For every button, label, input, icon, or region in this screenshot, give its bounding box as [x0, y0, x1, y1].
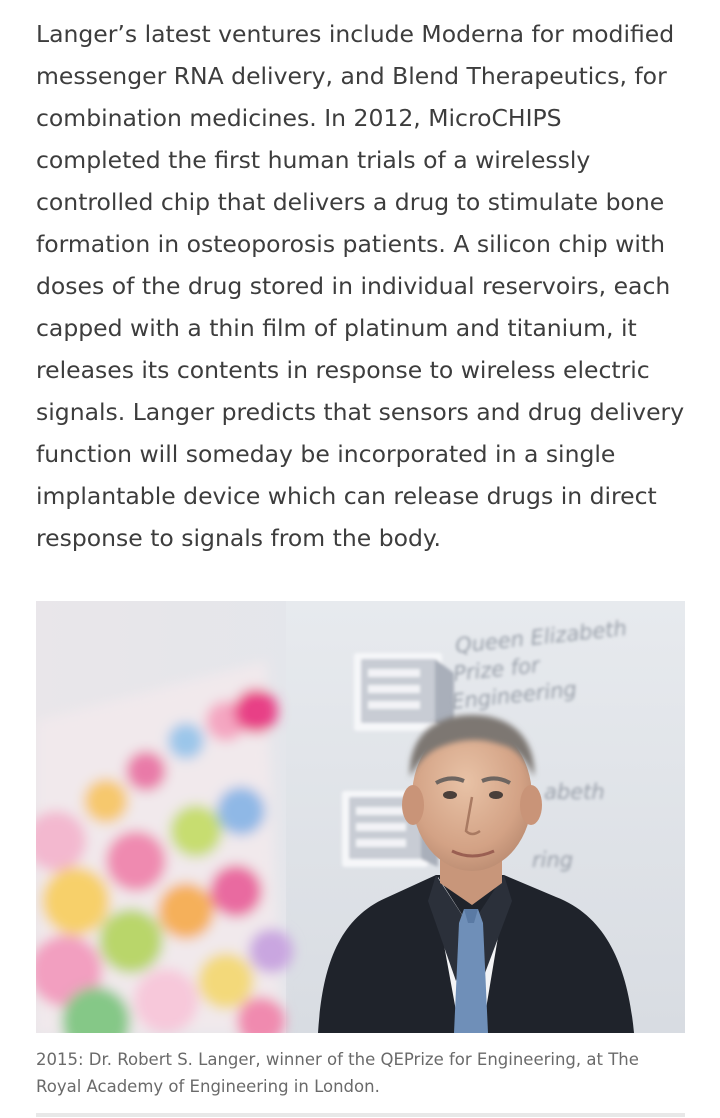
- backdrop-line-3: Engineering: [450, 676, 578, 714]
- colourful-banner: [36, 661, 293, 1033]
- backdrop-line-5: ring: [532, 848, 574, 872]
- qeprize-logo-upper: [354, 653, 454, 733]
- section-divider: [36, 1113, 685, 1117]
- article-paragraph: Langer’s latest ventures include Moderna for modified messenger RNA delivery, and Blend Therapeutics, for combination medicines. In 2012, MicroCHIPS completed the first human trials of a wirelessly controlled chip that delivers a drug to stimulate bone formation in osteoporosis patients. A silicon chip with doses of the drug stored in individual reservoirs, each capped with a thin film of platinum and titanium, it releases its contents in response to wireless electric signals. Langer predicts that sensors and drug delivery function will someday be incorporated in a single implantable device which can release drugs in direct response to signals from the body.: [36, 20, 685, 552]
- photo-illustration: [36, 601, 685, 1033]
- backdrop-line-4: abeth: [544, 780, 605, 804]
- backdrop-line-1: Queen Elizabeth: [454, 616, 628, 658]
- article-photo: [36, 601, 685, 1033]
- photo-caption: 2015: Dr. Robert S. Langer, winner of the QEPrize for Engineering, at The Royal Academy of Engineering in London.: [36, 1050, 639, 1096]
- backdrop-line-2: Prize for: [452, 653, 541, 686]
